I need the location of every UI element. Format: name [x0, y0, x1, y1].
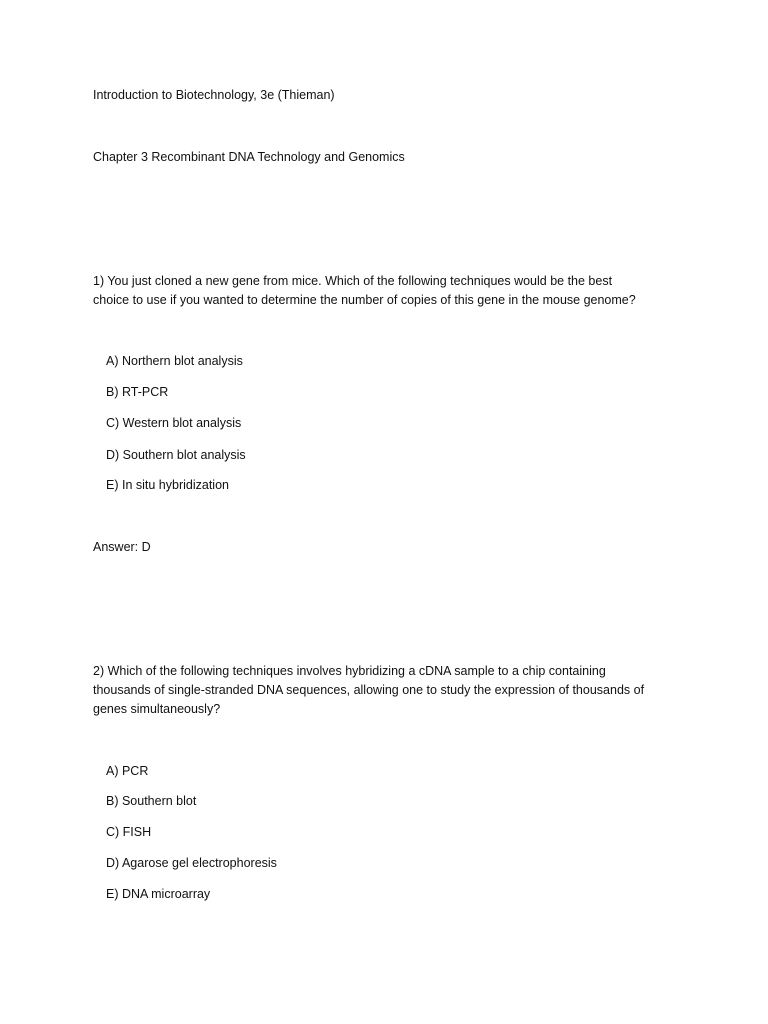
document-title: Introduction to Biotechnology, 3e (Thieman) — [93, 88, 335, 102]
question-1-text-line: choice to use if you wanted to determine the number of copies of this gene in the mouse genome? — [93, 293, 636, 307]
question-2-text-line: thousands of single-stranded DNA sequences, allowing one to study the expression of thousands of — [93, 683, 645, 697]
question-1-text-line: 1) You just cloned a new gene from mice. Which of the following techniques would be the best — [93, 274, 613, 288]
question-2-option-d: D) Agarose gel electrophoresis — [106, 856, 277, 870]
question-1-option-c: C) Western blot analysis — [106, 416, 242, 430]
question-1-answer: Answer: D — [93, 540, 151, 554]
question-2-text-line: genes simultaneously? — [93, 702, 221, 716]
question-2-option-a: A) PCR — [106, 764, 149, 778]
question-2-option-e: E) DNA microarray — [106, 887, 211, 901]
question-1-option-e: E) In situ hybridization — [106, 478, 229, 492]
question-2-text-line: 2) Which of the following techniques involves hybridizing a cDNA sample to a chip containing — [93, 664, 606, 678]
question-1-option-a: A) Northern blot analysis — [106, 354, 243, 368]
question-1-option-b: B) RT-PCR — [106, 385, 169, 399]
chapter-title: Chapter 3 Recombinant DNA Technology and Genomics — [93, 150, 405, 164]
question-2-option-c: C) FISH — [106, 825, 152, 839]
question-2-option-b: B) Southern blot — [106, 794, 197, 808]
question-1-option-d: D) Southern blot analysis — [106, 448, 246, 462]
